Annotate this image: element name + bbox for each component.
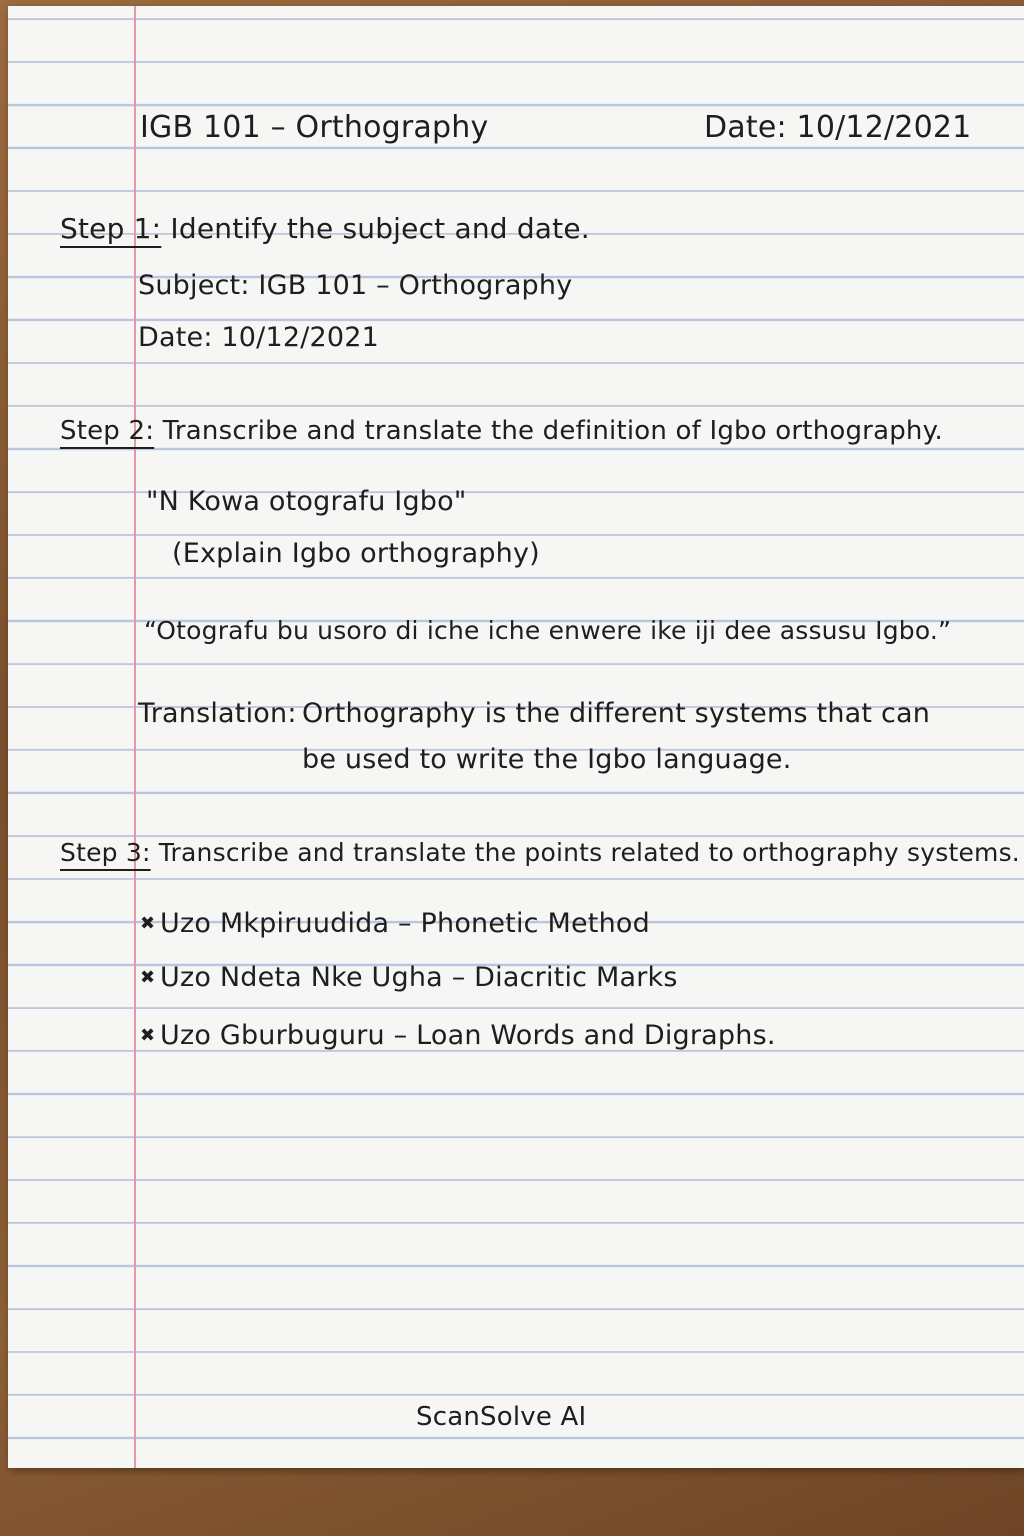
- bullet-text: Uzo Gburbuguru – Loan Words and Digraphs.: [160, 1020, 776, 1051]
- scansolve-watermark: ScanSolve AI: [416, 1402, 587, 1432]
- step-1-date: Date: 10/12/2021: [138, 322, 380, 353]
- step-1-label: Step 1:: [60, 212, 162, 245]
- step-1-heading: [60, 212, 590, 245]
- bullet-text: Uzo Mkpiruudida – Phonetic Method: [160, 908, 650, 939]
- step-2-text: Transcribe and translate the definition of Igbo orthography.: [162, 416, 943, 446]
- list-item: [140, 962, 678, 993]
- step-3-label: Step 3:: [60, 838, 151, 867]
- bullet-icon: ✖: [140, 967, 156, 988]
- step-3-heading: [60, 838, 1020, 867]
- step-2-heading: [60, 416, 943, 446]
- page-title: IGB 101 – Orthography: [140, 110, 489, 145]
- page-date: Date: 10/12/2021: [704, 110, 972, 145]
- bullet-icon: ✖: [140, 913, 156, 934]
- igbo-definition: “Otografu bu usoro di iche iche enwere ike iji dee assusu Igbo.”: [144, 616, 952, 645]
- bullet-text: Uzo Ndeta Nke Ugha – Diacritic Marks: [160, 962, 678, 993]
- step-1-subject: Subject: IGB 101 – Orthography: [138, 270, 573, 301]
- list-item: [140, 908, 650, 939]
- igbo-question: "N Kowa otografu Igbo": [146, 486, 467, 517]
- translation-label: Translation:: [138, 698, 297, 729]
- step-3-text: Transcribe and translate the points related to orthography systems.: [158, 838, 1020, 867]
- translation-line-2: be used to write the Igbo language.: [302, 744, 792, 775]
- translation-line-1: Orthography is the different systems that can: [302, 698, 931, 729]
- step-1-text: Identify the subject and date.: [170, 212, 590, 245]
- igbo-question-translation: (Explain Igbo orthography): [172, 538, 540, 569]
- notebook-page: [8, 6, 1024, 1468]
- step-2-label: Step 2:: [60, 416, 155, 446]
- list-item: [140, 1020, 776, 1051]
- bullet-icon: ✖: [140, 1025, 156, 1046]
